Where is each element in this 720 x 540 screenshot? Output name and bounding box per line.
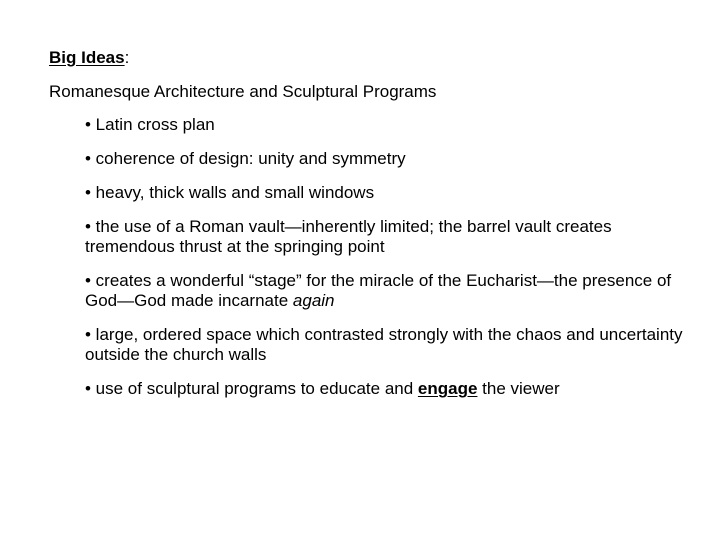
bullet-item bbox=[85, 379, 685, 399]
big-ideas-title: Big Ideas bbox=[49, 48, 125, 67]
bullet-italic-text: again bbox=[292, 291, 335, 310]
bullet-item: • large, ordered space which contrasted strongly with the chaos and uncertainty outside the church walls bbox=[85, 325, 683, 364]
heading bbox=[49, 48, 129, 68]
bullet-item: • heavy, thick walls and small windows bbox=[85, 183, 375, 202]
bullet-emphasis-text: engage bbox=[417, 379, 478, 398]
subtitle: Romanesque Architecture and Sculptural Programs bbox=[49, 82, 437, 101]
bullet-text-after: the viewer bbox=[477, 379, 560, 398]
bullet-item: • the use of a Roman vault—inherently limited; the barrel vault creates tremendous thrust at the springing point bbox=[85, 217, 612, 256]
bullet-list bbox=[85, 115, 685, 413]
heading-colon: : bbox=[124, 48, 130, 67]
bullet-text: • creates a wonderful “stage” for the miracle of the Eucharist—the presence of God—God made incarnate bbox=[85, 271, 672, 310]
bullet-text: • use of sculptural programs to educate and bbox=[85, 379, 418, 398]
bullet-item: • coherence of design: unity and symmetry bbox=[85, 149, 406, 168]
bullet-item bbox=[85, 271, 685, 311]
bullet-item: • Latin cross plan bbox=[85, 115, 215, 134]
